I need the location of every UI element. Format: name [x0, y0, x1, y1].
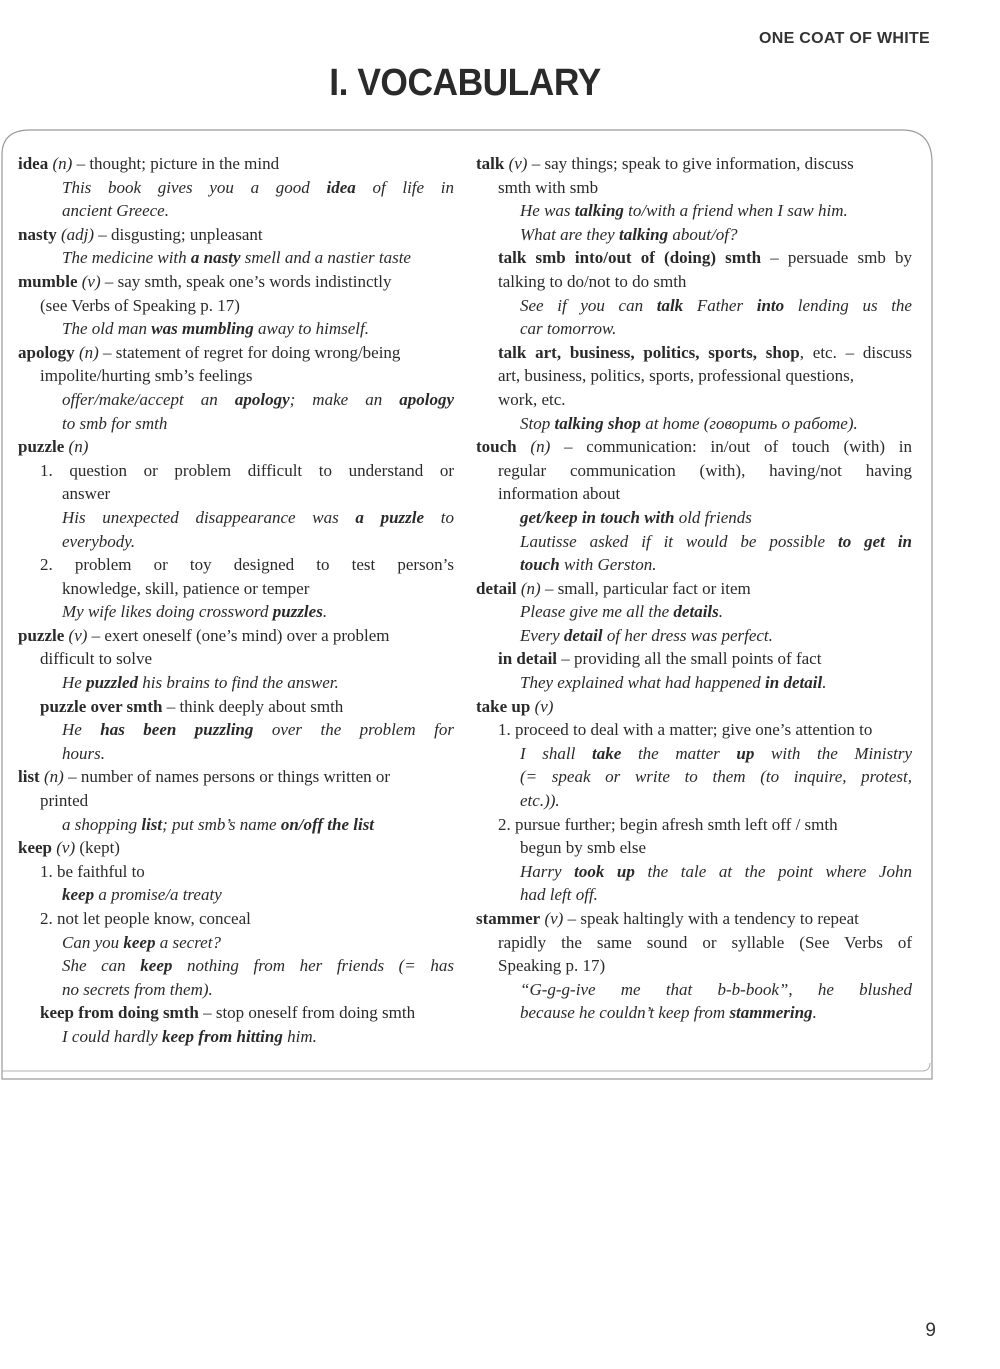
example: had left off.: [520, 885, 598, 905]
example: Lautisse asked if it would be possible to get in: [520, 531, 912, 551]
definition-continued: rapidly the same sound or syllable (See Verbs of: [498, 932, 912, 952]
right-column: [476, 152, 912, 1025]
example: Can you keep a secret?: [62, 932, 221, 952]
part-of-speech: (n): [78, 342, 99, 362]
entry-puzzle-verb: [18, 624, 454, 648]
definition: – disgusting; unpleasant: [94, 224, 263, 244]
example: get/keep in touch with old friends: [520, 507, 752, 527]
headword: stammer: [476, 909, 541, 928]
example: He was talking to/with a friend when I saw him.: [520, 201, 848, 221]
headword: list: [18, 767, 40, 787]
part-of-speech: (v): [56, 838, 76, 858]
sense-2: 2. not let people know, conceal: [40, 909, 251, 928]
definition: – speak haltingly with a tendency to repeat: [563, 909, 859, 928]
example: ancient Greece.: [62, 201, 169, 221]
example: a shopping list; put smb’s name on/off the list: [62, 814, 375, 834]
headword: take up: [476, 696, 531, 716]
phrase: in detail – providing all the small points of fact: [498, 649, 822, 669]
page-number: 9: [925, 1320, 936, 1341]
part-of-speech: (n): [52, 154, 73, 173]
headword: nasty: [18, 224, 57, 244]
definition-continued: talking to do/not to do smth: [498, 271, 687, 291]
sense-1: 1. proceed to deal with a matter; give one’s attention to: [498, 720, 873, 740]
running-title: ONE COAT OF WHITE: [758, 30, 930, 47]
entry-take-up: [476, 695, 912, 719]
part-of-speech: (v): [68, 625, 88, 645]
example: He puzzled his brains to find the answer.: [62, 673, 339, 693]
headword: idea: [18, 154, 49, 173]
example: This book gives you a good idea of life in: [62, 177, 454, 197]
sense-1: 1. be faithful to: [40, 861, 145, 881]
definition-continued: Speaking p. 17): [498, 956, 606, 976]
example: What are they talking about/of?: [520, 224, 738, 244]
example: (= speak or write to them (to inquire, protest,: [520, 767, 912, 787]
entry-talk: [476, 152, 912, 176]
definition-continued: information about: [498, 484, 621, 504]
example: He has been puzzling over the problem for: [62, 720, 454, 740]
headword: keep: [18, 838, 52, 858]
entry-mumble: [18, 270, 454, 294]
definition-continued: (see Verbs of Speaking p. 17): [40, 295, 240, 315]
headword: touch: [476, 437, 517, 457]
part-of-speech: (v): [81, 271, 101, 291]
definition: – say things; speak to give information, discuss: [527, 154, 854, 173]
definition-continued: work, etc.: [498, 389, 566, 409]
sense-1: 1. question or problem difficult to understand or: [40, 460, 455, 480]
part-of-speech: (n): [68, 437, 89, 457]
part-of-speech: (v): [508, 154, 528, 173]
part-of-speech: (adj): [60, 224, 95, 244]
headword: mumble: [18, 271, 78, 291]
headword: detail: [476, 578, 517, 598]
example: His unexpected disappearance was a puzzle to: [62, 507, 454, 527]
example: no secrets from them).: [62, 979, 213, 999]
example: “G-g-g-ive me that b-b-book”, he blushed: [520, 979, 912, 999]
headword: puzzle: [18, 437, 65, 457]
sense-2: 2. problem or toy designed to test person’s: [40, 555, 455, 575]
example: They explained what had happened in detail.: [520, 673, 827, 693]
entry-idea: [18, 152, 454, 176]
example: Stop talking shop at home (говорить о работе).: [520, 413, 858, 433]
example: She can keep nothing from her friends (= has: [62, 956, 454, 976]
phrase: talk smb into/out of (doing) smth – persuade smb by: [498, 248, 912, 268]
part-of-speech: (n): [530, 437, 551, 457]
part-of-speech: (n): [520, 578, 541, 598]
example: Please give me all the details.: [520, 602, 724, 622]
example: I could hardly keep from hitting him.: [62, 1026, 317, 1046]
definition-continued: begun by smb else: [520, 838, 647, 858]
headword: talk: [476, 154, 505, 173]
entry-touch: [476, 435, 912, 459]
example: offer/make/accept an apology; make an apology: [62, 389, 455, 409]
entry-puzzle-noun: [18, 435, 454, 459]
headword: apology: [18, 342, 75, 362]
phrase: keep from doing smth – stop oneself from doing smth: [40, 1003, 416, 1023]
entry-stammer: [476, 907, 912, 931]
definition: – say smth, speak one’s words indistinctly: [100, 271, 392, 291]
entry-nasty: [18, 223, 454, 247]
example: to smb for smth: [62, 413, 168, 433]
definition-continued: answer: [62, 484, 111, 504]
definition-continued: difficult to solve: [40, 649, 153, 669]
definition-continued: knowledge, skill, patience or temper: [62, 578, 310, 598]
entry-apology: [18, 341, 454, 365]
entry-keep: [18, 836, 454, 860]
entry-detail: [476, 577, 912, 601]
sense-2: 2. pursue further; begin afresh smth left off / smth: [498, 814, 838, 834]
definition-continued: smth with smb: [498, 177, 599, 197]
example: My wife likes doing crossword puzzles.: [62, 602, 328, 622]
definition: – small, particular fact or item: [540, 578, 751, 598]
example: car tomorrow.: [520, 319, 617, 339]
example: because he couldn’t keep from stammering.: [520, 1003, 817, 1023]
phrase: talk art, business, politics, sports, shop, etc. – discuss: [498, 342, 912, 362]
example: The medicine with a nasty smell and a nastier taste: [62, 248, 411, 268]
definition-continued: regular communication (with), having/not having: [498, 460, 912, 480]
example: etc.)).: [520, 791, 560, 811]
definition: – number of names persons or things written or: [63, 767, 391, 787]
part-of-speech: (n): [43, 767, 64, 787]
left-column: [18, 152, 454, 1049]
phrase: puzzle over smth – think deeply about smth: [40, 696, 344, 716]
example: everybody.: [62, 531, 136, 551]
definition: – statement of regret for doing wrong/being: [98, 342, 401, 362]
example: Every detail of her dress was perfect.: [520, 625, 773, 645]
definition: – thought; picture in the mind: [72, 154, 280, 173]
example: The old man was mumbling away to himself.: [62, 319, 369, 339]
verb-form: (kept): [75, 838, 120, 858]
example: hours.: [62, 743, 105, 763]
definition-continued: printed: [40, 791, 89, 811]
example: keep a promise/a treaty: [62, 885, 222, 905]
example: Harry took up the tale at the point where John: [520, 861, 912, 881]
definition: – exert oneself (one’s mind) over a problem: [87, 625, 390, 645]
example: I shall take the matter up with the Ministry: [520, 743, 912, 763]
definition: – communication: in/out of touch (with) in: [550, 437, 913, 457]
example: touch with Gerston.: [520, 555, 657, 575]
page-title: I. VOCABULARY: [329, 62, 601, 104]
entry-list: [18, 765, 454, 789]
headword: puzzle: [18, 625, 65, 645]
part-of-speech: (v): [544, 909, 564, 928]
part-of-speech: (v): [534, 696, 554, 716]
example: See if you can talk Father into lending us the: [520, 295, 912, 315]
definition-continued: art, business, politics, sports, professional questions,: [498, 366, 855, 386]
definition-continued: impolite/hurting smb’s feelings: [40, 366, 253, 386]
